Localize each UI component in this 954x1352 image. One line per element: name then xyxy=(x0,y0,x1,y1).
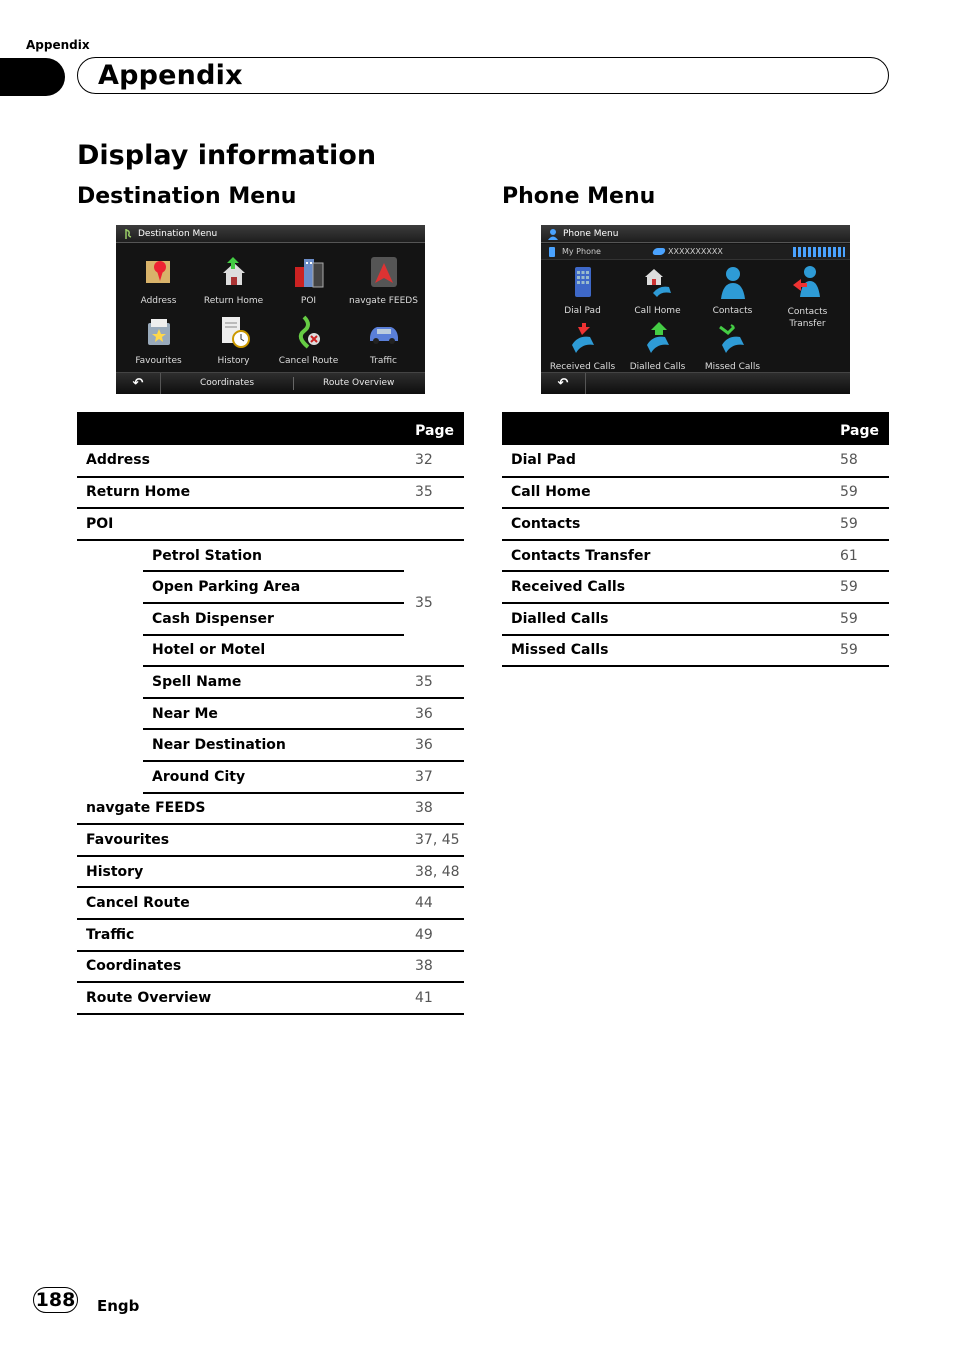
menu-item-label: Return Home xyxy=(203,296,264,306)
menu-item-label: Address xyxy=(140,296,177,306)
menu-item-navgate-feeds[interactable] xyxy=(346,253,421,306)
phone-number: XXXXXXXXXX xyxy=(668,247,723,256)
phone-menu-screenshot xyxy=(541,225,850,394)
bluetooth-signal-icon xyxy=(793,247,845,257)
menu-item-poi[interactable] xyxy=(271,253,346,306)
table-row xyxy=(77,887,464,919)
screen-title: Destination Menu xyxy=(138,229,218,239)
status-bar xyxy=(541,244,850,260)
coordinates-button[interactable]: Coordinates xyxy=(200,378,255,388)
row-name: Traffic xyxy=(77,919,404,951)
row-page: 41 xyxy=(404,982,464,1014)
row-page: 35 xyxy=(404,477,464,509)
menu-item-label: Contacts xyxy=(712,306,753,316)
row-page: 59 xyxy=(829,635,889,667)
row-name: Missed Calls xyxy=(502,635,829,667)
cancel-route-icon xyxy=(290,313,328,351)
phone-device-icon xyxy=(549,247,555,257)
menu-item-favourites[interactable] xyxy=(121,313,196,366)
page-number: 188 xyxy=(33,1287,78,1313)
menu-item-contacts[interactable] xyxy=(695,263,770,316)
row-page: 59 xyxy=(829,508,889,540)
destination-index-table xyxy=(77,412,464,1015)
table-row xyxy=(77,919,464,951)
back-button[interactable]: ↶ xyxy=(541,373,586,394)
table-row xyxy=(77,445,464,477)
row-page: 59 xyxy=(829,571,889,603)
menu-item-label: History xyxy=(217,356,250,366)
section-title: Appendix xyxy=(98,60,243,91)
row-page: 36 xyxy=(404,729,464,761)
menu-item-label: Favourites xyxy=(135,356,182,366)
row-page: 44 xyxy=(404,887,464,919)
page-column-header: Page xyxy=(77,412,464,445)
page-column-header: Page xyxy=(502,412,889,445)
row-name: Near Destination xyxy=(143,729,404,761)
row-page: 35 xyxy=(404,666,464,698)
table-header-row xyxy=(77,412,464,445)
row-page: 38 xyxy=(404,951,464,983)
row-name: Call Home xyxy=(502,477,829,509)
row-name: Around City xyxy=(143,761,404,793)
row-name: Dialled Calls xyxy=(502,603,829,635)
history-clock-icon xyxy=(215,313,253,351)
menu-item-missed-calls[interactable] xyxy=(695,319,770,372)
row-page: 61 xyxy=(829,540,889,572)
row-page: 36 xyxy=(404,698,464,730)
menu-item-label: Dial Pad xyxy=(564,306,601,316)
row-page: 35 xyxy=(404,540,464,666)
row-name: Cancel Route xyxy=(77,887,404,919)
row-name: Route Overview xyxy=(77,982,404,1014)
row-name: History xyxy=(77,856,404,888)
language-code: Engb xyxy=(97,1297,140,1315)
row-page: 38, 48 xyxy=(404,856,464,888)
row-name: Near Me xyxy=(143,698,404,730)
table-row xyxy=(77,982,464,1014)
row-name: Petrol Station xyxy=(143,540,404,572)
table-row xyxy=(502,635,889,667)
screen-title-bar xyxy=(541,225,850,243)
feeds-icon xyxy=(365,253,403,291)
row-name: Hotel or Motel xyxy=(143,635,404,667)
menu-item-history[interactable] xyxy=(196,313,271,366)
phone-index-table xyxy=(502,412,889,667)
table-row xyxy=(502,540,889,572)
handset-icon xyxy=(652,248,667,255)
menu-item-received-calls[interactable] xyxy=(545,319,620,372)
row-name: Open Parking Area xyxy=(143,571,404,603)
dialled-calls-icon xyxy=(639,319,677,357)
screen-bottom-bar xyxy=(541,372,850,394)
poi-buildings-icon xyxy=(290,253,328,291)
route-overview-button[interactable]: Route Overview xyxy=(323,378,395,388)
row-name: Received Calls xyxy=(502,571,829,603)
menu-item-label: POI xyxy=(300,296,317,306)
row-page: 59 xyxy=(829,603,889,635)
screen-bottom-bar xyxy=(116,372,425,394)
favourites-icon xyxy=(140,313,178,351)
row-name: Address xyxy=(77,445,404,477)
destination-menu-screenshot xyxy=(116,225,425,394)
row-name: Contacts xyxy=(502,508,829,540)
menu-item-dial-pad[interactable] xyxy=(545,263,620,316)
section-title-box xyxy=(77,57,889,94)
menu-item-contacts-transfer[interactable] xyxy=(770,263,845,330)
menu-item-label: navgate FEEDS xyxy=(349,296,418,306)
menu-item-label: Missed Calls xyxy=(704,362,761,372)
table-row xyxy=(77,951,464,983)
screen-title-bar xyxy=(116,225,425,243)
running-head: Appendix xyxy=(26,38,90,52)
table-row xyxy=(502,477,889,509)
row-name: Contacts Transfer xyxy=(502,540,829,572)
call-home-icon xyxy=(639,263,677,301)
menu-item-traffic[interactable] xyxy=(346,313,421,366)
menu-item-label: Cancel Route xyxy=(278,356,339,366)
table-row xyxy=(77,793,464,825)
destination-flag-icon xyxy=(122,228,134,240)
traffic-car-icon xyxy=(365,313,403,351)
home-arrow-icon xyxy=(215,253,253,291)
menu-item-cancel-route[interactable] xyxy=(271,313,346,366)
phone-person-icon xyxy=(547,228,559,240)
row-name: Favourites xyxy=(77,824,404,856)
table-row xyxy=(502,603,889,635)
received-calls-icon xyxy=(564,319,602,357)
row-page: 38 xyxy=(404,793,464,825)
row-name: Return Home xyxy=(77,477,404,509)
row-page: 37 xyxy=(404,761,464,793)
menu-item-label: Contacts Transfer xyxy=(787,307,828,329)
row-name: Dial Pad xyxy=(502,445,829,477)
row-name: Cash Dispenser xyxy=(143,603,404,635)
missed-calls-icon xyxy=(714,319,752,357)
bottom-divider xyxy=(293,377,294,390)
table-subrow xyxy=(77,540,464,572)
table-row xyxy=(502,571,889,603)
row-name: Spell Name xyxy=(143,666,404,698)
menu-item-label: Received Calls xyxy=(549,362,616,372)
back-button[interactable]: ↶ xyxy=(116,373,161,394)
dial-pad-icon xyxy=(564,263,602,301)
menu-item-label: Call Home xyxy=(634,306,681,316)
row-page: 59 xyxy=(829,477,889,509)
table-row xyxy=(77,477,464,509)
destination-heading: Destination Menu xyxy=(77,184,297,209)
table-row xyxy=(502,508,889,540)
menu-item-return-home[interactable] xyxy=(196,253,271,306)
table-row xyxy=(77,824,464,856)
table-row xyxy=(77,856,464,888)
menu-item-label: Dialled Calls xyxy=(629,362,686,372)
screen-title: Phone Menu xyxy=(563,229,619,239)
map-pin-icon xyxy=(140,253,178,291)
chapter-tab xyxy=(0,58,65,96)
row-page: 32 xyxy=(404,445,464,477)
contacts-icon xyxy=(714,263,752,301)
page-heading: Display information xyxy=(77,140,377,171)
table-row xyxy=(77,508,464,540)
menu-item-label: Traffic xyxy=(369,356,398,366)
row-name: Coordinates xyxy=(77,951,404,983)
menu-item-call-home[interactable] xyxy=(620,263,695,316)
row-page: 37, 45 xyxy=(404,824,464,856)
contacts-transfer-icon xyxy=(789,263,827,301)
row-page: 58 xyxy=(829,445,889,477)
table-header-row xyxy=(502,412,889,445)
row-page: 49 xyxy=(404,919,464,951)
table-row xyxy=(502,445,889,477)
phone-heading: Phone Menu xyxy=(502,184,656,209)
row-name: POI xyxy=(77,508,404,540)
row-page xyxy=(404,508,464,540)
menu-item-dialled-calls[interactable] xyxy=(620,319,695,372)
row-name: navgate FEEDS xyxy=(77,793,404,825)
device-name: My Phone xyxy=(562,247,601,256)
menu-item-address[interactable] xyxy=(121,253,196,306)
